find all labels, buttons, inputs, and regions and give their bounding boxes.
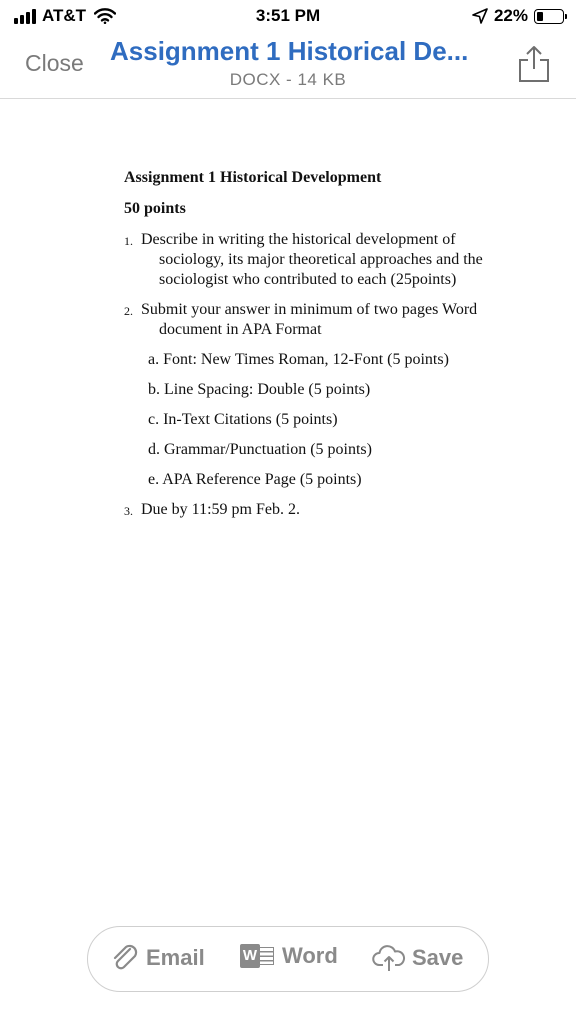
word-icon	[240, 944, 276, 968]
sub-item: c. In-Text Citations (5 points)	[148, 411, 338, 428]
save-button[interactable]	[372, 943, 463, 973]
paperclip-icon	[110, 943, 140, 973]
email-button[interactable]	[110, 943, 205, 973]
sub-item: b. Line Spacing: Double (5 points)	[148, 381, 371, 398]
sub-item: a. Font: New Times Roman, 12-Font (5 points)	[148, 351, 449, 368]
location-arrow-icon	[472, 8, 488, 24]
status-bar	[0, 0, 576, 34]
document-file-info: DOCX - 14 KB	[229, 70, 347, 89]
action-bar	[87, 926, 489, 992]
carrier-name: AT&T	[42, 6, 87, 25]
document-header	[0, 34, 576, 99]
status-time: 3:51 PM	[255, 6, 321, 25]
list-number: 1.	[124, 234, 133, 248]
list-number: 3.	[124, 504, 133, 518]
save-label: Save	[412, 945, 464, 970]
word-icon-letter: W	[240, 944, 260, 968]
list-item	[124, 230, 514, 290]
list-item	[124, 500, 514, 520]
list-text: Due by 11:59 pm Feb. 2.	[141, 501, 300, 518]
status-right	[472, 6, 564, 26]
battery-percent: 22%	[493, 6, 528, 25]
list-text: Submit your answer in minimum of two pages Word document in APA Format	[141, 301, 478, 338]
cloud-upload-icon	[372, 943, 406, 973]
doc-points: 50 points	[124, 200, 186, 217]
word-button[interactable]	[240, 943, 338, 969]
list-item	[124, 300, 514, 340]
sub-item: d. Grammar/Punctuation (5 points)	[148, 441, 372, 458]
sub-item: e. APA Reference Page (5 points)	[148, 471, 362, 488]
doc-heading: Assignment 1 Historical Development	[124, 169, 382, 186]
list-number: 2.	[124, 304, 133, 318]
share-icon[interactable]	[516, 44, 552, 84]
battery-icon	[534, 9, 564, 24]
list-text: Describe in writing the historical development of sociology, its major theoretical approaches and the sociologist who contributed to each (25points)	[141, 231, 483, 288]
document-title: Assignment 1 Historical De...	[110, 36, 469, 66]
email-label: Email	[146, 945, 205, 970]
word-label: Word	[282, 943, 338, 968]
document-body	[124, 168, 514, 520]
close-button[interactable]: Close	[25, 50, 84, 76]
